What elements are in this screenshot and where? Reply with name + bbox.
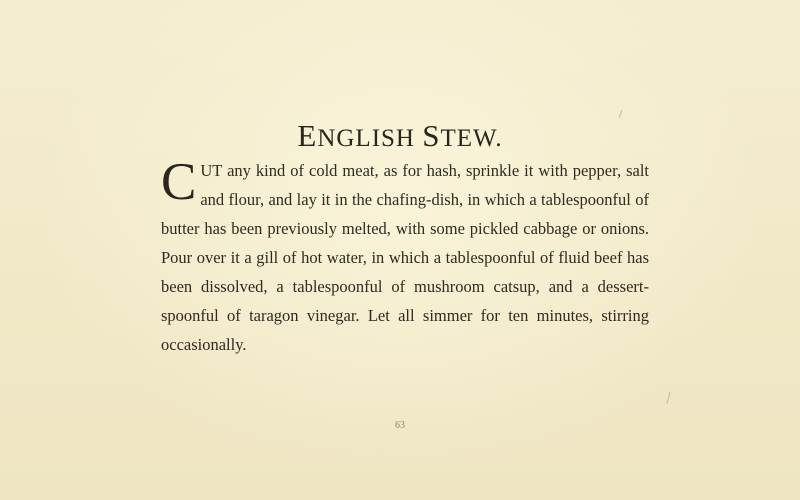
page-number: 63 bbox=[395, 420, 405, 431]
drop-cap: C bbox=[161, 153, 197, 211]
paper-mark-bottom bbox=[666, 392, 670, 404]
recipe-title bbox=[0, 118, 800, 154]
paper-mark-top bbox=[619, 110, 623, 118]
title-cap-1: E bbox=[297, 118, 318, 153]
title-cap-2: S bbox=[422, 118, 441, 153]
first-word-rest: UT bbox=[200, 161, 223, 180]
recipe-instructions bbox=[161, 153, 649, 359]
title-rest-1: NGLISH bbox=[317, 125, 415, 152]
title-rest-2: TEW. bbox=[440, 125, 503, 152]
recipe-text: any kind of cold meat, as for hash, sprinkle it with pepper, salt and flour, and lay it in the chafing-dish, in which a tablespoonful of butter has been previously melted, with some pickled cabbage or onions. Pour over it a gill of hot water, in which a tablespoonful of fluid beef has been dissolved, a tablespoonful of mushroom catsup, and a dessert-spoonful of taragon vinegar. Let all simmer for ten minutes, stirring occasionally. bbox=[161, 161, 649, 354]
